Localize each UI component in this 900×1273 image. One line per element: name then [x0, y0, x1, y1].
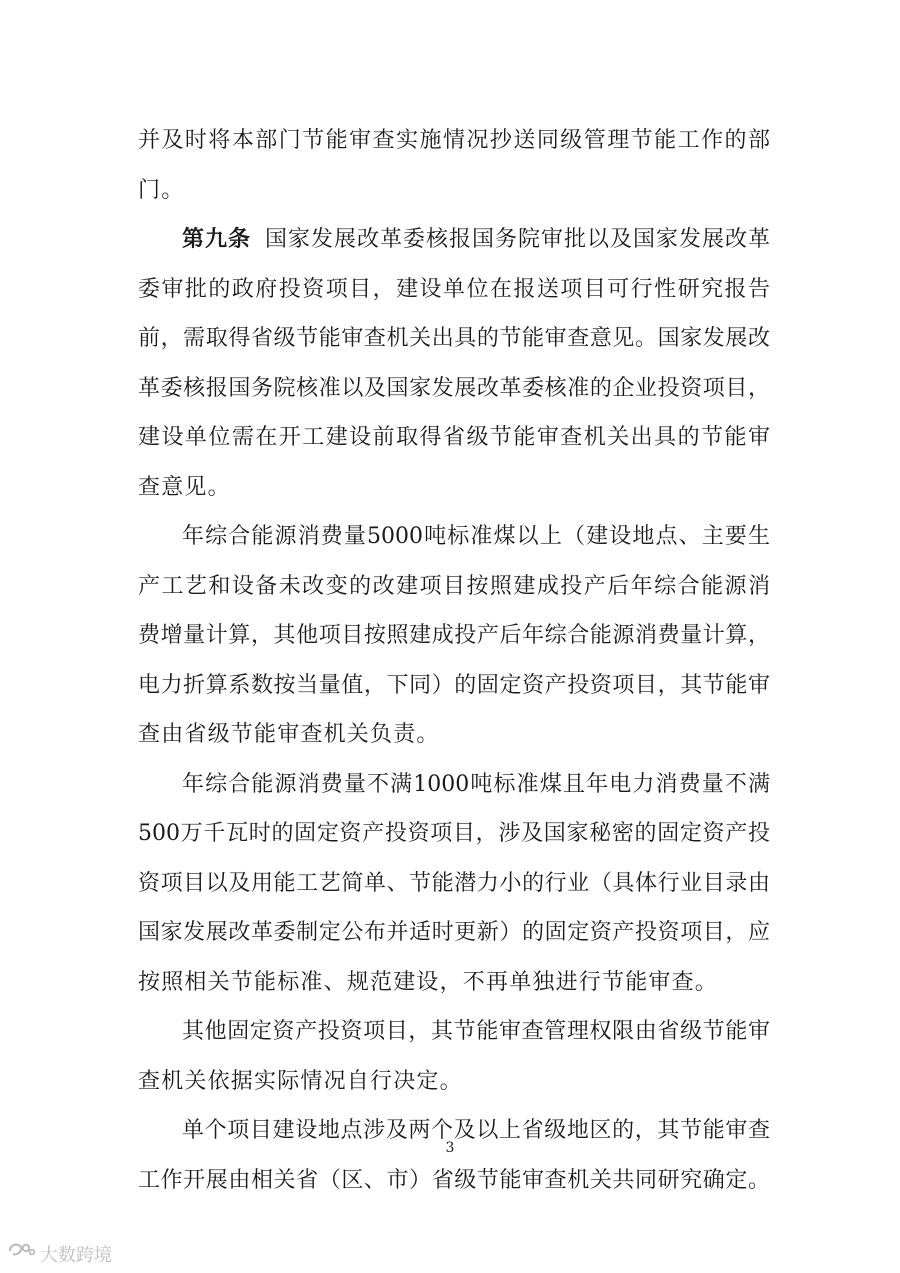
text-line: 查由省级节能审查机关负责。	[138, 722, 440, 747]
text-line: 产工艺和设备未改变的改建项目按照建成投产后年综合能源消	[138, 573, 770, 599]
text-line: 年综合能源消费量不满1000吨标准煤且年电力消费量不满	[182, 771, 770, 797]
text-line: 按照相关节能标准、规范建设，不再单独进行节能审查。	[138, 969, 719, 995]
page-number: 3	[445, 1140, 455, 1156]
body-text	[138, 116, 770, 1205]
text-line: 门。	[138, 177, 185, 203]
text-line: 查意见。	[138, 474, 231, 500]
brand-logo-icon	[6, 1240, 36, 1267]
text-line: 前，需取得省级节能审查机关出具的节能审查意见。国家发展改	[138, 326, 770, 351]
text-line: 建设单位需在开工建设前取得省级节能审查机关出具的节能审	[138, 425, 770, 450]
text-line: 单个项目建设地点涉及两个及以上省级地区的，其节能审查	[182, 1118, 770, 1143]
text-line: 国家发展改革委制定公布并适时更新）的固定资产投资项目，应	[138, 920, 770, 945]
text-line: 资项目以及用能工艺简单、节能潜力小的行业（具体行业目录由	[138, 870, 770, 896]
text-line: 工作开展由相关省（区、市）省级节能审查机关共同研究确定。	[138, 1167, 770, 1193]
text-line: 费增量计算，其他项目按照建成投产后年综合能源消费量计算，	[138, 623, 770, 648]
watermark	[6, 1240, 112, 1267]
text-line: 500万千瓦时的固定资产投资项目，涉及国家秘密的固定资产投	[138, 821, 770, 846]
text-line: 其他固定资产投资项目，其节能审查管理权限由省级节能审	[182, 1019, 770, 1044]
watermark-text: 大数跨境	[40, 1244, 112, 1266]
text-line: 并及时将本部门节能审查实施情况抄送同级管理节能工作的部	[138, 128, 770, 153]
article-heading-line	[138, 215, 770, 265]
article-number: 第九条	[182, 227, 251, 252]
text-line: 查机关依据实际情况自行决定。	[138, 1068, 463, 1094]
text-span: 国家发展改革委核报国务院审批以及国家发展改革	[265, 227, 770, 252]
text-line: 革委核报国务院核准以及国家发展改革委核准的企业投资项目，	[138, 375, 770, 401]
text-line: 委审批的政府投资项目，建设单位在报送项目可行性研究报告	[138, 276, 770, 302]
text-line: 年综合能源消费量5000吨标准煤以上（建设地点、主要生	[182, 524, 770, 549]
text-line: 电力折算系数按当量值，下同）的固定资产投资项目，其节能审	[138, 672, 770, 698]
